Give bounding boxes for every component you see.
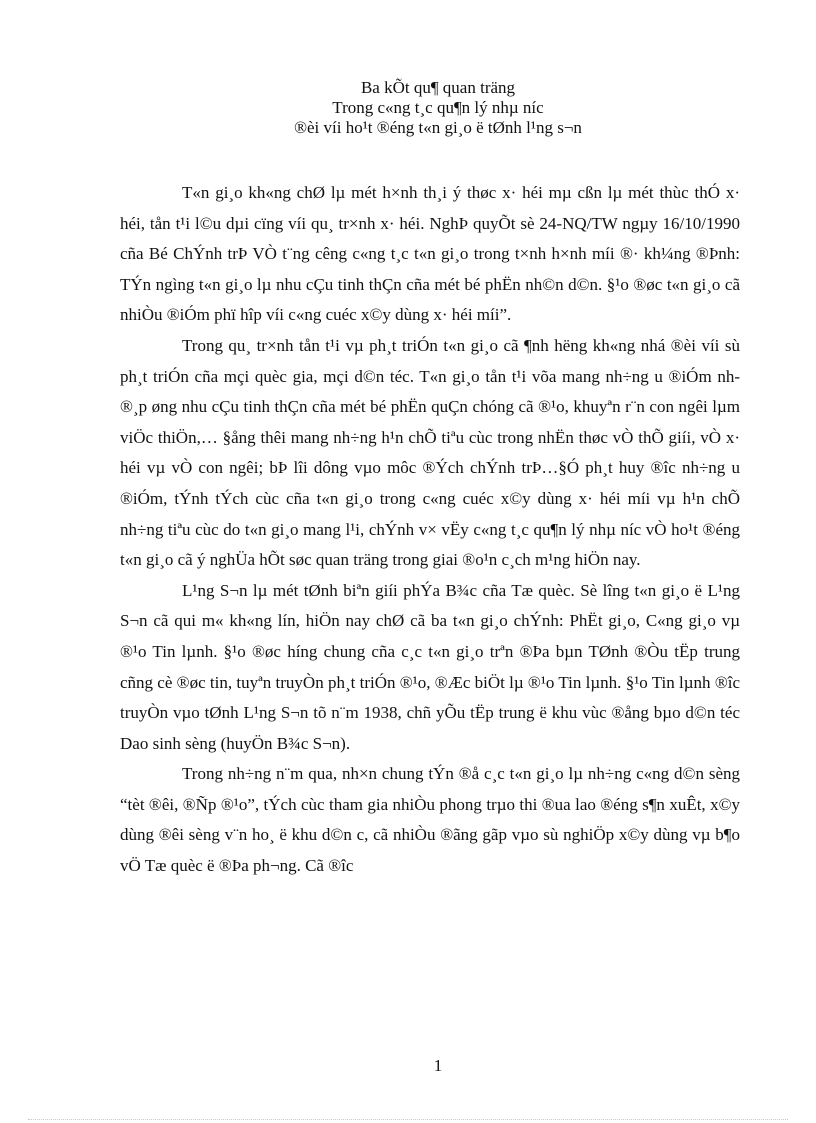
paragraph-3: L¹ng S¬n lµ mét tØnh biªn giíi phÝa B¾c cña Tæ quèc. Sè lîng t«n gi¸o ë L¹ng S¬n cã qui m« kh«ng lín, hiÖn nay chØ cã ba t«n gi¸o chÝnh: PhËt gi¸o, C«ng gi¸o vµ ®¹o Tin lµnh. §¹o ®øc híng chung cña c¸c t«n gi¸o trªn ®Þa bµn TØnh ®Òu tËp trung cñng cè ®øc tin, tuyªn truyÒn ph¸t triÓn ®¹o, ®Æc biÖt lµ ®¹o Tin lµnh. §¹o Tin lµnh ®îc truyÒn vµo tØnh L¹ng S¬n tõ n¨m 1938, chñ yÕu tËp trung ë khu vùc ®ång bµo d©n téc Dao sinh sèng (huyÖn B¾c S¬n). <box>120 580 740 753</box>
document-body <box>120 178 740 882</box>
title-line-2: Trong c«ng t¸c qu¶n lý nhµ níc <box>332 98 544 117</box>
paragraph-2: Trong qu¸ tr×nh tån t¹i vµ ph¸t triÓn t«n gi¸o cã ¶nh hëng kh«ng nhá ®èi víi sù ph¸t triÓn cña mçi quèc gia, mçi d©n téc. T«n gi¸o tån t¹i võa mang nh÷ng u ®iÓm nh ®¸p øng nhu cÇu tinh thÇn cña mét bé phËn quÇn chóng cã ®¹o, khuyªn r¨n con ngêi lµm viÖc thiÖn,… §ång thêi mang nh÷ng h¹n chÕ tiªu cùc trong nhËn thøc vÒ thÕ giíi, vÒ x· héi vµ vÒ con ngêi; bÞ lîi dông vµo môc ®Ých chÝnh trÞ…§Ó ph¸t huy ®îc nh÷ng u ®iÓm, tÝnh tÝch cùc cña t«n gi¸o trong c«ng cuéc x©y dùng x· héi míi vµ h¹n chÕ nh÷ng tiªu cùc do t«n gi¸o mang l¹i, chÝnh v× vËy c«ng t¸c qu¶n lý nhµ níc vÒ ho¹t ®éng t«n gi¸o cã ý nghÜa hÕt søc quan träng trong giai ®o¹n c¸ch m¹ng hiÖn nay. <box>120 335 740 570</box>
title-line-3: ®èi víi ho¹t ®éng t«n gi¸o ë tØnh l¹ng s¬n <box>294 118 582 137</box>
paragraph-1: T«n gi¸o kh«ng chØ lµ mét h×nh th¸i ý thøc x· héi mµ cßn lµ mét thùc thÓ x· héi, tån t¹i l©u dµi cïng víi qu¸ tr×nh x· héi. NghÞ quyÕt sè 24-NQ/TW ngµy 16/10/1990 cña Bé ChÝnh trÞ VÒ t¨ng cêng c«ng t¸c t«n gi¸o trong t×nh h×nh míi ®· kh¼ng ®Þnh: TÝn ngìng t«n gi¸o lµ nhu cÇu tinh thÇn cña mét bé phËn nh©n d©n. §¹o ®øc t«n gi¸o cã nhiÒu ®iÓm phï hîp víi c«ng cuéc x©y dùng x· héi míi”. <box>120 183 740 325</box>
page-bottom-rule <box>28 1119 788 1120</box>
page-number: 1 <box>433 1056 443 1075</box>
document-title <box>0 78 816 138</box>
title-line-1: Ba kÕt qu¶ quan träng <box>360 78 516 97</box>
paragraph-4: Trong nh÷ng n¨m qua, nh×n chung tÝn ®å c¸c t«n gi¸o lµ nh÷ng c«ng d©n sèng “tèt ®êi, ®Ñp ®¹o”, tÝch cùc tham gia nhiÒu phong trµo thi ®ua lao ®éng s¶n xuÊt, x©y dùng ®êi sèng v¨n ho¸ ë khu d©n c, cã nhiÒu ®ãng gãp vµo sù nghiÖp x©y dùng vµ b¶o vÖ Tæ quèc ë ®Þa ph¬ng. Cã ®îc <box>120 764 740 876</box>
